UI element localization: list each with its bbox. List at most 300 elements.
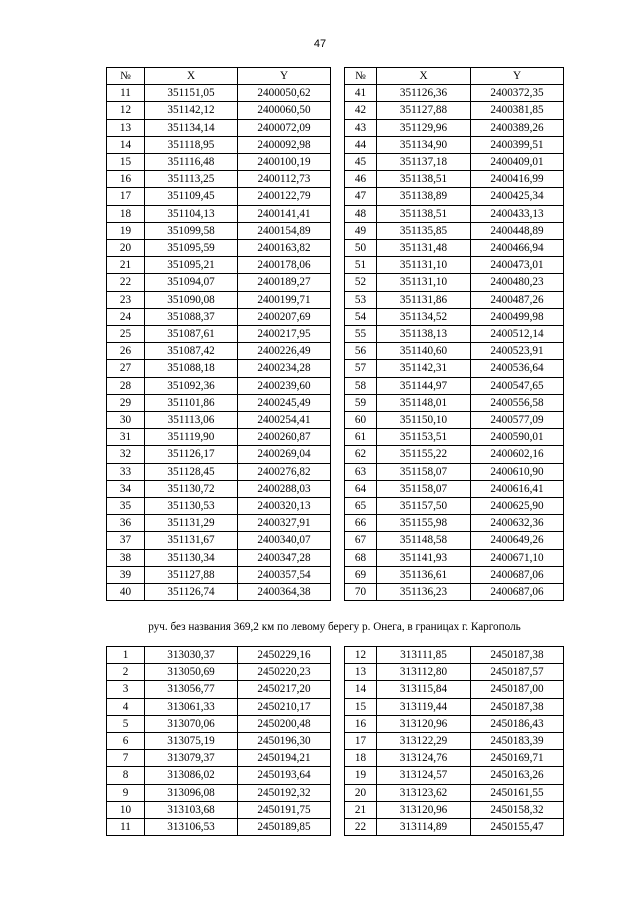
cell-x-left: 351119,90 xyxy=(145,429,238,446)
cell-y-right: 2400687,06 xyxy=(471,566,564,583)
cell-number-left: 24 xyxy=(107,308,145,325)
table-row xyxy=(107,480,564,497)
cell-x-right: 351137,18 xyxy=(377,154,471,171)
cell-x-right: 351131,10 xyxy=(377,274,471,291)
cell-x-left: 351128,45 xyxy=(145,463,238,480)
cell-y-right: 2400556,58 xyxy=(471,394,564,411)
cell-x-right: 351138,51 xyxy=(377,205,471,222)
table-row xyxy=(107,136,564,153)
cell-number-left: 7 xyxy=(107,750,145,767)
cell-x-right: 351150,10 xyxy=(377,412,471,429)
cell-x-left: 351104,13 xyxy=(145,205,238,222)
cell-y-left: 2400154,89 xyxy=(238,222,331,239)
cell-y-right: 2450163,26 xyxy=(471,767,564,784)
cell-x-left: 351094,07 xyxy=(145,274,238,291)
cell-y-left: 2400189,27 xyxy=(238,274,331,291)
cell-x-left: 351088,18 xyxy=(145,360,238,377)
cell-y-left: 2450192,32 xyxy=(238,784,331,801)
column-gap xyxy=(331,681,345,698)
cell-y-left: 2400199,71 xyxy=(238,291,331,308)
column-gap xyxy=(331,698,345,715)
column-gap xyxy=(331,819,345,836)
column-gap xyxy=(331,784,345,801)
cell-y-left: 2400239,60 xyxy=(238,377,331,394)
cell-x-right: 351155,22 xyxy=(377,446,471,463)
table-row xyxy=(107,664,564,681)
cell-number-left: 26 xyxy=(107,343,145,360)
column-gap xyxy=(331,566,345,583)
cell-number-right: 64 xyxy=(345,480,377,497)
cell-y-right: 2400389,26 xyxy=(471,119,564,136)
table-row xyxy=(107,784,564,801)
cell-number-left: 5 xyxy=(107,715,145,732)
header-number-left: № xyxy=(107,68,145,85)
table-row xyxy=(107,154,564,171)
column-gap xyxy=(331,274,345,291)
cell-number-left: 35 xyxy=(107,498,145,515)
cell-y-right: 2400632,36 xyxy=(471,515,564,532)
cell-y-right: 2450187,38 xyxy=(471,647,564,664)
cell-x-left: 351090,08 xyxy=(145,291,238,308)
cell-number-right: 69 xyxy=(345,566,377,583)
cell-x-right: 351131,48 xyxy=(377,240,471,257)
cell-x-left: 351134,14 xyxy=(145,119,238,136)
table-row xyxy=(107,240,564,257)
cell-x-left: 351087,42 xyxy=(145,343,238,360)
table-row xyxy=(107,291,564,308)
cell-x-left: 351126,17 xyxy=(145,446,238,463)
cell-y-left: 2400340,07 xyxy=(238,532,331,549)
table-row xyxy=(107,222,564,239)
column-gap xyxy=(331,767,345,784)
cell-x-left: 351095,59 xyxy=(145,240,238,257)
cell-y-left: 2400327,91 xyxy=(238,515,331,532)
cell-x-right: 313120,96 xyxy=(377,801,471,818)
cell-number-right: 58 xyxy=(345,377,377,394)
cell-number-right: 67 xyxy=(345,532,377,549)
cell-y-right: 2400433,13 xyxy=(471,205,564,222)
cell-y-left: 2450191,75 xyxy=(238,801,331,818)
column-gap xyxy=(331,343,345,360)
table-row xyxy=(107,566,564,583)
table-row xyxy=(107,463,564,480)
header-x-right: X xyxy=(377,68,471,85)
table-row xyxy=(107,274,564,291)
cell-y-right: 2400448,89 xyxy=(471,222,564,239)
cell-number-left: 34 xyxy=(107,480,145,497)
cell-x-left: 351087,61 xyxy=(145,326,238,343)
table-row xyxy=(107,85,564,102)
table-row xyxy=(107,205,564,222)
cell-x-right: 351157,50 xyxy=(377,498,471,515)
cell-number-left: 4 xyxy=(107,698,145,715)
table-row xyxy=(107,750,564,767)
cell-number-left: 27 xyxy=(107,360,145,377)
cell-y-right: 2400602,16 xyxy=(471,446,564,463)
cell-x-left: 351095,21 xyxy=(145,257,238,274)
column-gap xyxy=(331,119,345,136)
cell-x-right: 351131,10 xyxy=(377,257,471,274)
page-number: 47 xyxy=(313,38,327,50)
cell-number-right: 57 xyxy=(345,360,377,377)
column-gap xyxy=(331,205,345,222)
table-row xyxy=(107,102,564,119)
cell-number-right: 43 xyxy=(345,119,377,136)
cell-number-right: 66 xyxy=(345,515,377,532)
cell-x-right: 313115,84 xyxy=(377,681,471,698)
cell-y-right: 2450158,32 xyxy=(471,801,564,818)
column-gap xyxy=(331,326,345,343)
cell-y-left: 2450193,64 xyxy=(238,767,331,784)
header-y-right: Y xyxy=(471,68,564,85)
table-row xyxy=(107,767,564,784)
table-row xyxy=(107,188,564,205)
cell-y-right: 2450155,47 xyxy=(471,819,564,836)
column-gap xyxy=(331,446,345,463)
cell-y-left: 2400178,06 xyxy=(238,257,331,274)
column-gap xyxy=(331,257,345,274)
cell-number-right: 42 xyxy=(345,102,377,119)
column-gap xyxy=(331,750,345,767)
cell-x-left: 351131,29 xyxy=(145,515,238,532)
cell-y-right: 2450161,55 xyxy=(471,784,564,801)
cell-x-left: 351101,86 xyxy=(145,394,238,411)
cell-number-left: 22 xyxy=(107,274,145,291)
table-row xyxy=(107,801,564,818)
cell-y-left: 2400254,41 xyxy=(238,412,331,429)
cell-y-left: 2400364,38 xyxy=(238,584,331,601)
cell-y-right: 2400416,99 xyxy=(471,171,564,188)
table-row xyxy=(107,171,564,188)
cell-number-left: 33 xyxy=(107,463,145,480)
cell-number-left: 36 xyxy=(107,515,145,532)
cell-number-right: 14 xyxy=(345,681,377,698)
cell-number-right: 12 xyxy=(345,647,377,664)
cell-number-right: 55 xyxy=(345,326,377,343)
cell-x-right: 351134,90 xyxy=(377,136,471,153)
column-gap xyxy=(331,647,345,664)
cell-number-right: 47 xyxy=(345,188,377,205)
cell-x-left: 351130,72 xyxy=(145,480,238,497)
cell-x-left: 351099,58 xyxy=(145,222,238,239)
cell-y-left: 2400217,95 xyxy=(238,326,331,343)
cell-y-right: 2400512,14 xyxy=(471,326,564,343)
cell-x-right: 351158,07 xyxy=(377,463,471,480)
cell-x-right: 351136,23 xyxy=(377,584,471,601)
cell-number-right: 56 xyxy=(345,343,377,360)
cell-y-left: 2400269,04 xyxy=(238,446,331,463)
cell-number-right: 61 xyxy=(345,429,377,446)
cell-number-left: 17 xyxy=(107,188,145,205)
cell-x-right: 351148,58 xyxy=(377,532,471,549)
cell-number-right: 15 xyxy=(345,698,377,715)
table-row xyxy=(107,733,564,750)
cell-y-left: 2400347,28 xyxy=(238,549,331,566)
column-gap xyxy=(331,412,345,429)
cell-number-right: 18 xyxy=(345,750,377,767)
cell-y-right: 2400409,01 xyxy=(471,154,564,171)
table-row xyxy=(107,498,564,515)
cell-number-left: 13 xyxy=(107,119,145,136)
cell-y-right: 2450187,00 xyxy=(471,681,564,698)
cell-number-left: 32 xyxy=(107,446,145,463)
column-gap xyxy=(331,733,345,750)
table-row xyxy=(107,412,564,429)
cell-x-right: 351138,13 xyxy=(377,326,471,343)
cell-y-left: 2400072,09 xyxy=(238,119,331,136)
coordinates-table-stream xyxy=(106,646,564,836)
cell-x-right: 351148,01 xyxy=(377,394,471,411)
table-row xyxy=(107,584,564,601)
cell-y-right: 2400473,01 xyxy=(471,257,564,274)
cell-x-right: 313112,80 xyxy=(377,664,471,681)
cell-x-right: 351138,89 xyxy=(377,188,471,205)
cell-y-left: 2400092,98 xyxy=(238,136,331,153)
table-row xyxy=(107,715,564,732)
header-x-left: X xyxy=(145,68,238,85)
cell-number-left: 18 xyxy=(107,205,145,222)
cell-number-right: 59 xyxy=(345,394,377,411)
column-gap xyxy=(331,715,345,732)
cell-y-left: 2400112,73 xyxy=(238,171,331,188)
column-gap xyxy=(331,68,345,85)
column-gap xyxy=(331,801,345,818)
table-row xyxy=(107,532,564,549)
cell-number-right: 52 xyxy=(345,274,377,291)
column-gap xyxy=(331,308,345,325)
cell-y-right: 2400590,01 xyxy=(471,429,564,446)
cell-y-left: 2450217,20 xyxy=(238,681,331,698)
cell-x-right: 351153,51 xyxy=(377,429,471,446)
cell-x-left: 351130,53 xyxy=(145,498,238,515)
column-gap xyxy=(331,429,345,446)
table-row xyxy=(107,360,564,377)
cell-y-right: 2450187,57 xyxy=(471,664,564,681)
cell-x-left: 351126,74 xyxy=(145,584,238,601)
cell-number-right: 53 xyxy=(345,291,377,308)
cell-x-left: 351088,37 xyxy=(145,308,238,325)
cell-number-right: 63 xyxy=(345,463,377,480)
cell-y-left: 2450189,85 xyxy=(238,819,331,836)
table-header-row xyxy=(107,68,564,85)
cell-number-left: 19 xyxy=(107,222,145,239)
cell-number-left: 37 xyxy=(107,532,145,549)
table-row xyxy=(107,326,564,343)
cell-y-left: 2400245,49 xyxy=(238,394,331,411)
cell-y-right: 2450187,38 xyxy=(471,698,564,715)
cell-x-left: 351130,34 xyxy=(145,549,238,566)
cell-x-right: 313123,62 xyxy=(377,784,471,801)
cell-y-left: 2400100,19 xyxy=(238,154,331,171)
cell-y-left: 2400141,41 xyxy=(238,205,331,222)
cell-y-left: 2450220,23 xyxy=(238,664,331,681)
cell-number-left: 39 xyxy=(107,566,145,583)
column-gap xyxy=(331,154,345,171)
header-y-left: Y xyxy=(238,68,331,85)
cell-y-left: 2450194,21 xyxy=(238,750,331,767)
cell-x-right: 313124,76 xyxy=(377,750,471,767)
cell-number-right: 20 xyxy=(345,784,377,801)
cell-y-right: 2400499,98 xyxy=(471,308,564,325)
table-row xyxy=(107,698,564,715)
table-row xyxy=(107,446,564,463)
table-row xyxy=(107,119,564,136)
cell-y-right: 2400687,06 xyxy=(471,584,564,601)
cell-number-left: 23 xyxy=(107,291,145,308)
cell-number-left: 20 xyxy=(107,240,145,257)
column-gap xyxy=(331,222,345,239)
cell-number-left: 25 xyxy=(107,326,145,343)
cell-number-right: 19 xyxy=(345,767,377,784)
cell-number-left: 15 xyxy=(107,154,145,171)
column-gap xyxy=(331,498,345,515)
cell-y-right: 2400487,26 xyxy=(471,291,564,308)
cell-number-left: 40 xyxy=(107,584,145,601)
cell-y-right: 2400616,41 xyxy=(471,480,564,497)
cell-x-left: 351142,12 xyxy=(145,102,238,119)
cell-x-left: 313056,77 xyxy=(145,681,238,698)
cell-x-left: 351116,48 xyxy=(145,154,238,171)
cell-x-left: 313061,33 xyxy=(145,698,238,715)
column-gap xyxy=(331,85,345,102)
cell-x-left: 351092,36 xyxy=(145,377,238,394)
cell-x-right: 351158,07 xyxy=(377,480,471,497)
table-row xyxy=(107,429,564,446)
cell-x-right: 313122,29 xyxy=(377,733,471,750)
cell-y-left: 2450229,16 xyxy=(238,647,331,664)
cell-number-right: 62 xyxy=(345,446,377,463)
cell-y-right: 2400372,35 xyxy=(471,85,564,102)
cell-y-right: 2450186,43 xyxy=(471,715,564,732)
column-gap xyxy=(331,188,345,205)
cell-y-left: 2400288,03 xyxy=(238,480,331,497)
cell-x-right: 351135,85 xyxy=(377,222,471,239)
cell-x-right: 351144,97 xyxy=(377,377,471,394)
cell-number-right: 65 xyxy=(345,498,377,515)
cell-number-right: 68 xyxy=(345,549,377,566)
cell-y-right: 2400625,90 xyxy=(471,498,564,515)
coordinates-table-main xyxy=(106,67,564,601)
cell-number-left: 1 xyxy=(107,647,145,664)
cell-x-left: 313070,06 xyxy=(145,715,238,732)
cell-y-left: 2400122,79 xyxy=(238,188,331,205)
cell-x-left: 313106,53 xyxy=(145,819,238,836)
cell-x-right: 351138,51 xyxy=(377,171,471,188)
column-gap xyxy=(331,171,345,188)
column-gap xyxy=(331,394,345,411)
cell-x-right: 351155,98 xyxy=(377,515,471,532)
cell-y-right: 2400547,65 xyxy=(471,377,564,394)
column-gap xyxy=(331,360,345,377)
cell-y-right: 2400671,10 xyxy=(471,549,564,566)
cell-number-right: 44 xyxy=(345,136,377,153)
cell-x-left: 313096,08 xyxy=(145,784,238,801)
column-gap xyxy=(331,480,345,497)
column-gap xyxy=(331,584,345,601)
cell-y-left: 2400320,13 xyxy=(238,498,331,515)
cell-y-left: 2400226,49 xyxy=(238,343,331,360)
table-row xyxy=(107,819,564,836)
cell-number-left: 12 xyxy=(107,102,145,119)
cell-number-right: 48 xyxy=(345,205,377,222)
table-row xyxy=(107,257,564,274)
column-gap xyxy=(331,664,345,681)
cell-y-left: 2450200,48 xyxy=(238,715,331,732)
cell-y-right: 2400425,34 xyxy=(471,188,564,205)
cell-x-right: 313120,96 xyxy=(377,715,471,732)
cell-x-right: 351134,52 xyxy=(377,308,471,325)
cell-number-right: 16 xyxy=(345,715,377,732)
cell-number-left: 10 xyxy=(107,801,145,818)
column-gap xyxy=(331,463,345,480)
column-gap xyxy=(331,291,345,308)
cell-x-left: 313030,37 xyxy=(145,647,238,664)
cell-y-right: 2450169,71 xyxy=(471,750,564,767)
column-gap xyxy=(331,515,345,532)
cell-x-left: 351113,06 xyxy=(145,412,238,429)
cell-x-left: 313086,02 xyxy=(145,767,238,784)
cell-y-right: 2400610,90 xyxy=(471,463,564,480)
cell-x-right: 351127,88 xyxy=(377,102,471,119)
cell-y-left: 2400060,50 xyxy=(238,102,331,119)
cell-x-left: 313079,37 xyxy=(145,750,238,767)
table-row xyxy=(107,308,564,325)
cell-y-left: 2400276,82 xyxy=(238,463,331,480)
cell-x-left: 351151,05 xyxy=(145,85,238,102)
cell-y-right: 2450183,39 xyxy=(471,733,564,750)
header-number-right: № xyxy=(345,68,377,85)
cell-number-right: 54 xyxy=(345,308,377,325)
cell-x-left: 351131,67 xyxy=(145,532,238,549)
cell-y-right: 2400649,26 xyxy=(471,532,564,549)
cell-y-right: 2400577,09 xyxy=(471,412,564,429)
cell-number-right: 22 xyxy=(345,819,377,836)
cell-number-left: 8 xyxy=(107,767,145,784)
cell-number-left: 14 xyxy=(107,136,145,153)
cell-y-left: 2450210,17 xyxy=(238,698,331,715)
cell-x-right: 351142,31 xyxy=(377,360,471,377)
column-gap xyxy=(331,532,345,549)
cell-x-right: 351136,61 xyxy=(377,566,471,583)
cell-x-right: 351126,36 xyxy=(377,85,471,102)
cell-number-right: 17 xyxy=(345,733,377,750)
cell-y-left: 2400234,28 xyxy=(238,360,331,377)
cell-number-right: 60 xyxy=(345,412,377,429)
cell-x-left: 313050,69 xyxy=(145,664,238,681)
cell-y-left: 2400163,82 xyxy=(238,240,331,257)
cell-y-left: 2400050,62 xyxy=(238,85,331,102)
cell-number-left: 30 xyxy=(107,412,145,429)
cell-x-right: 313119,44 xyxy=(377,698,471,715)
table-row xyxy=(107,394,564,411)
cell-y-right: 2400480,23 xyxy=(471,274,564,291)
column-gap xyxy=(331,377,345,394)
section-caption: руч. без названия 369,2 км по левому берегу р. Онега, в границах г. Каргополь xyxy=(148,621,521,633)
cell-x-left: 351113,25 xyxy=(145,171,238,188)
cell-y-left: 2450196,30 xyxy=(238,733,331,750)
cell-x-right: 351140,60 xyxy=(377,343,471,360)
cell-number-right: 46 xyxy=(345,171,377,188)
cell-x-right: 351141,93 xyxy=(377,549,471,566)
cell-y-right: 2400399,51 xyxy=(471,136,564,153)
cell-number-left: 29 xyxy=(107,394,145,411)
cell-x-right: 313124,57 xyxy=(377,767,471,784)
cell-number-right: 50 xyxy=(345,240,377,257)
cell-x-right: 313111,85 xyxy=(377,647,471,664)
cell-number-right: 70 xyxy=(345,584,377,601)
cell-number-left: 2 xyxy=(107,664,145,681)
cell-y-right: 2400466,94 xyxy=(471,240,564,257)
